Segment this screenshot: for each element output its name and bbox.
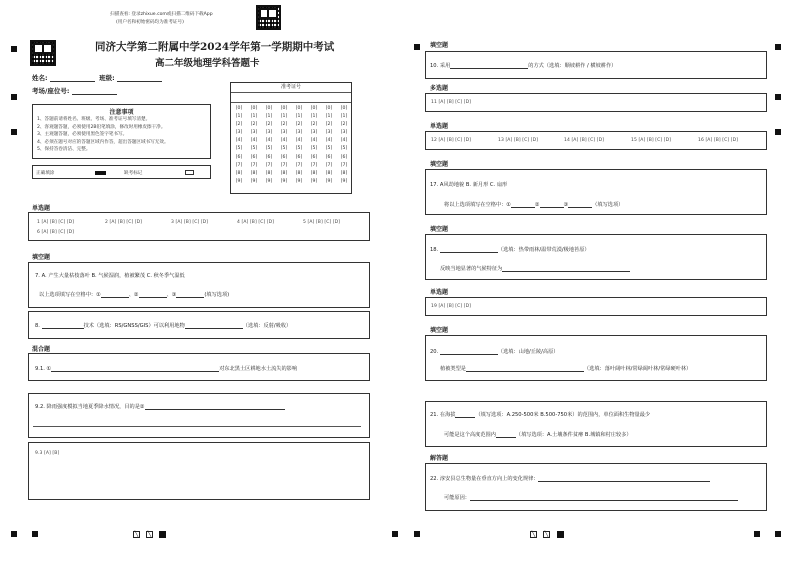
exam-id-digit-bubble[interactable]: [4]	[250, 138, 258, 144]
q9-2-answer-line[interactable]	[33, 426, 361, 427]
q10-prefix: 10. 采用	[430, 63, 451, 69]
exam-id-digit-bubble[interactable]: [8]	[280, 170, 288, 176]
exam-id-digit-bubble[interactable]: [5]	[265, 146, 273, 152]
exam-id-digit-bubble[interactable]: [2]	[235, 122, 243, 128]
q20-row-2	[440, 365, 691, 372]
q18-suffix: （选填：热带雨林/温带荒漠/极地苔原）	[497, 247, 590, 253]
q17-blank-1[interactable]	[511, 202, 535, 208]
answer-box-q21	[425, 401, 767, 447]
section-label-fill-blank: 填空题	[430, 327, 449, 334]
exam-id-digit-column[interactable]	[279, 105, 289, 186]
exam-id-digit-bubble[interactable]: [3]	[280, 130, 288, 136]
registration-mark	[32, 531, 38, 537]
name-label: 姓名:	[32, 74, 48, 82]
exam-id-digit-bubble[interactable]: [1]	[310, 114, 318, 120]
q7-sep: 、②	[128, 292, 139, 298]
exam-id-digit-bubble[interactable]: [4]	[325, 138, 333, 144]
exam-id-digit-bubble[interactable]: [4]	[310, 138, 318, 144]
exam-id-digit-bubble[interactable]: [8]	[265, 170, 273, 176]
exam-id-digit-bubble[interactable]: [3]	[265, 130, 273, 136]
registration-mark	[11, 531, 17, 537]
exam-id-write-row[interactable]	[231, 93, 351, 103]
exam-id-digit-bubble[interactable]: [6]	[325, 154, 333, 160]
q9-3-choice-row[interactable]: 9.3 [A] [B]	[35, 451, 60, 456]
registration-mark	[775, 44, 781, 50]
page-marker-box: ╲	[134, 531, 139, 538]
q7-prefix: 以上选项填写在空格中：①	[39, 292, 101, 298]
q22-row	[430, 475, 710, 482]
exam-id-digit-bubble[interactable]: [1]	[325, 114, 333, 120]
q17-options: 17. A风劫地貌 B. 新月形 C. 扇形	[430, 182, 508, 188]
exam-id-digit-bubble[interactable]: [8]	[325, 170, 333, 176]
exam-id-box	[230, 82, 352, 194]
q21-prefix-2: 可能是这个高度范围内	[444, 432, 496, 438]
q22-blank-1[interactable]	[538, 476, 710, 482]
exam-id-digit-bubble[interactable]: [7]	[250, 162, 258, 168]
exam-id-digit-bubble[interactable]: [3]	[325, 130, 333, 136]
q7-options: 7. A. 产生大量枯枝落叶 B. 气候湿润，植被繁茂 C. 秋冬季气温低	[35, 273, 185, 279]
exam-id-digit-bubble[interactable]: [3]	[250, 130, 258, 136]
q18-row-2	[440, 265, 630, 272]
exam-id-digit-bubble[interactable]: [5]	[235, 146, 243, 152]
exam-id-digit-bubble[interactable]: [5]	[340, 146, 348, 152]
exam-id-digit-bubble[interactable]: [7]	[325, 162, 333, 168]
class-field[interactable]	[117, 74, 162, 82]
answer-box-q10	[425, 51, 767, 79]
exam-id-digit-bubble[interactable]: [3]	[295, 130, 303, 136]
section-label-fill-blank: 填空题	[430, 226, 449, 233]
q17-sep: ②	[534, 202, 540, 208]
exam-id-digit-bubble[interactable]: [9]	[280, 178, 288, 184]
exam-id-digit-bubble[interactable]: [2]	[280, 122, 288, 128]
name-field[interactable]	[50, 74, 95, 82]
single-choice-box-3	[425, 297, 767, 316]
section-label-single-choice: 单选题	[430, 289, 449, 296]
exam-id-digit-bubble[interactable]: [5]	[310, 146, 318, 152]
exam-id-digit-bubble[interactable]: [2]	[340, 122, 348, 128]
q20-blank-1[interactable]	[440, 349, 498, 355]
registration-mark	[414, 531, 420, 537]
registration-mark	[11, 129, 17, 135]
correct-fill-mark	[95, 171, 106, 175]
q7-suffix: (填写选项)	[204, 292, 230, 298]
q8-blank-2[interactable]	[185, 323, 243, 329]
q17-sep: ③	[563, 202, 569, 208]
exam-id-title: 准考证号	[231, 83, 351, 93]
q18-blank-2[interactable]	[502, 266, 630, 272]
exam-id-digit-bubble[interactable]: [6]	[295, 154, 303, 160]
page-title: 同济大学第二附属中学2024学年第一学期期中考试	[95, 41, 335, 53]
q20-suffix-2: （选填：落叶阔叶林/常绿阔叶林/常绿硬叶林）	[583, 366, 692, 372]
exam-id-digit-bubble[interactable]: [1]	[280, 114, 288, 120]
exam-id-digit-bubble[interactable]: [8]	[340, 170, 348, 176]
exam-id-digit-bubble[interactable]: [7]	[280, 162, 288, 168]
exam-id-digit-bubble[interactable]: [7]	[295, 162, 303, 168]
q9-1-prefix: 9.1. ①	[35, 366, 52, 372]
exam-id-digit-column[interactable]	[264, 105, 274, 186]
exam-id-digit-bubble[interactable]: [0]	[265, 106, 273, 111]
q22-text-2: 可能原因：	[444, 495, 470, 501]
exam-id-digit-bubble[interactable]: [2]	[310, 122, 318, 128]
exam-id-digit-bubble[interactable]: [5]	[280, 146, 288, 152]
exam-id-digit-bubble[interactable]: [0]	[310, 106, 318, 111]
exam-id-digit-bubble[interactable]: [4]	[235, 138, 243, 144]
choice-row[interactable]: 6 [A] [B] [C] [D]	[37, 230, 75, 235]
choice-row[interactable]: 16 [A] [B] [C] [D]	[698, 138, 739, 143]
choice-row[interactable]: 5 [A] [B] [C] [D]	[303, 220, 341, 225]
q17-blank-3[interactable]	[568, 202, 592, 208]
answer-box-q20	[425, 335, 767, 381]
exam-id-digit-column[interactable]	[324, 105, 334, 186]
exam-id-digit-bubble[interactable]: [1]	[235, 114, 243, 120]
choice-row[interactable]: 3 [A] [B] [C] [D]	[171, 220, 209, 225]
exam-id-digit-bubble[interactable]: [9]	[325, 178, 333, 184]
scan-note: (用户名和初始密码均为准考证号)	[116, 20, 184, 25]
exam-id-digit-bubble[interactable]: [9]	[250, 178, 258, 184]
exam-id-digit-bubble[interactable]: [0]	[280, 106, 288, 111]
q22-blank-2[interactable]	[470, 495, 738, 501]
student-qr-code	[30, 40, 56, 66]
q20-blank-2[interactable]	[466, 366, 584, 372]
registration-mark	[775, 129, 781, 135]
q18-number: 18.	[430, 247, 439, 253]
exam-id-digit-bubble[interactable]: [9]	[310, 178, 318, 184]
page-marker-box: ╲	[147, 531, 152, 538]
q20-suffix: （选填：山地/丘陵/高原）	[497, 349, 559, 355]
q8-text: 技术（选填：RS/GNSS/GIS）可以利用地物	[83, 323, 185, 329]
exam-id-digit-column[interactable]	[294, 105, 304, 186]
exam-id-digit-bubble[interactable]: [8]	[250, 170, 258, 176]
choice-row[interactable]: 13 [A] [B] [C] [D]	[498, 138, 539, 143]
q10-row	[430, 62, 616, 69]
registration-mark	[392, 531, 398, 537]
exam-id-digit-bubble[interactable]: [7]	[310, 162, 318, 168]
q8-suffix: （选填：反射/吸收）	[242, 323, 292, 329]
q20-number: 20.	[430, 349, 439, 355]
answer-box-q7	[28, 262, 370, 308]
registration-mark	[414, 44, 420, 50]
exam-id-digit-column[interactable]	[309, 105, 319, 186]
q20-row	[430, 348, 558, 355]
q21-row-2	[444, 431, 632, 438]
exam-id-digit-bubble[interactable]: [6]	[340, 154, 348, 160]
registration-mark	[775, 531, 781, 537]
exam-id-digit-bubble[interactable]: [6]	[250, 154, 258, 160]
answer-box-q9-1	[28, 353, 370, 381]
q17-blanks-row	[444, 201, 623, 208]
exam-id-digit-bubble[interactable]: [5]	[295, 146, 303, 152]
notice-line: 1、答题前请将姓名、班级、考场、准考证号填写清楚。	[37, 117, 151, 122]
choice-row[interactable]: 19 [A] [B] [C] [D]	[431, 304, 472, 309]
choice-row[interactable]: 15 [A] [B] [C] [D]	[631, 138, 672, 143]
q21-blank-1[interactable]	[455, 412, 475, 418]
exam-id-digit-bubble[interactable]: [0]	[295, 106, 303, 111]
exam-id-digit-bubble[interactable]: [4]	[340, 138, 348, 144]
q10-suffix: 的方式（选填：顺坡耕作 / 横坡耕作）	[528, 63, 617, 69]
class-label: 班级:	[99, 74, 115, 82]
section-label-single-choice: 单选题	[430, 123, 449, 130]
q17-prefix: 将以上选项填写在空格中：①	[444, 202, 511, 208]
q17-blank-2[interactable]	[540, 202, 564, 208]
download-qr-code	[256, 5, 281, 30]
exam-id-digit-bubble[interactable]: [6]	[310, 154, 318, 160]
q18-blank-1[interactable]	[440, 247, 498, 253]
q21-prefix: 21. 在海拔	[430, 412, 456, 418]
notice-box	[32, 104, 211, 159]
fill-example-box	[32, 165, 211, 179]
notice-line: 5、保持答卷清洁、完整。	[37, 147, 91, 152]
q8-blank-1[interactable]	[42, 323, 84, 329]
exam-id-digit-bubble[interactable]: [0]	[340, 106, 348, 111]
q18-text: 反映当地显著的气候特征为	[440, 266, 503, 272]
choice-row[interactable]: 14 [A] [B] [C] [D]	[564, 138, 605, 143]
exam-id-digit-bubble[interactable]: [2]	[325, 122, 333, 128]
notice-line: 3、主观题答题，必须使用黑色签字笔书写。	[37, 132, 128, 137]
section-label-multi-choice: 多选题	[430, 85, 449, 92]
exam-id-digit-bubble[interactable]: [9]	[340, 178, 348, 184]
choice-row[interactable]: 12 [A] [B] [C] [D]	[431, 138, 472, 143]
exam-id-digit-bubble[interactable]: [9]	[235, 178, 243, 184]
q9-2-text: 9.2. 降雨强度模拟当地夏季降水情况，目的是②	[35, 404, 145, 410]
answer-box-q17	[425, 169, 767, 215]
page-marker-solid	[557, 531, 564, 538]
q17-suffix: （填写选项）	[592, 202, 624, 208]
exam-id-digit-bubble[interactable]: [9]	[265, 178, 273, 184]
exam-id-digit-bubble[interactable]: [7]	[235, 162, 243, 168]
exam-id-digit-bubble[interactable]: [8]	[235, 170, 243, 176]
q7-blank-3[interactable]	[176, 292, 204, 298]
exam-id-digit-bubble[interactable]: [3]	[340, 130, 348, 136]
exam-id-digit-bubble[interactable]: [1]	[265, 114, 273, 120]
answer-box-q9-2	[28, 393, 370, 438]
page-subtitle: 高二年级地理学科答题卡	[155, 58, 260, 69]
q20-text: 植被类型是	[440, 366, 466, 372]
exam-id-digit-bubble[interactable]: [7]	[340, 162, 348, 168]
exam-id-digit-bubble[interactable]: [4]	[280, 138, 288, 144]
choice-row[interactable]: 4 [A] [B] [C] [D]	[237, 220, 275, 225]
exam-id-digit-bubble[interactable]: [2]	[295, 122, 303, 128]
exam-id-digit-bubble[interactable]: [0]	[325, 106, 333, 111]
section-label-fill-blank: 填空题	[32, 254, 51, 261]
q22-text: 22. 淳安县总生物量在垂直方向上的变化规律：	[430, 476, 539, 482]
exam-id-digit-bubble[interactable]: [6]	[265, 154, 273, 160]
registration-mark	[11, 46, 17, 52]
answer-box-q9-3	[28, 442, 370, 500]
page-marker-box: ╲	[531, 531, 536, 538]
correct-fill-label: 正确填涂	[36, 171, 55, 176]
q9-1-suffix: 对东北黑土区耕地水土流失的影响	[219, 366, 298, 372]
page-marker-solid	[159, 531, 166, 538]
exam-id-digit-bubble[interactable]: [4]	[265, 138, 273, 144]
q10-blank[interactable]	[450, 63, 528, 69]
exam-id-digit-bubble[interactable]: [9]	[295, 178, 303, 184]
exam-id-digit-bubble[interactable]: [6]	[235, 154, 243, 160]
q9-2-row	[35, 403, 285, 410]
exam-id-digit-bubble[interactable]: [0]	[235, 106, 243, 111]
exam-id-digit-column[interactable]	[234, 105, 244, 186]
registration-mark	[775, 94, 781, 100]
section-label-fill-blank: 填空题	[430, 161, 449, 168]
q7-blank-2[interactable]	[139, 292, 167, 298]
q8-row	[35, 322, 291, 329]
room-seat-label: 考场/座位号:	[32, 87, 70, 95]
exam-id-digit-bubble[interactable]: [5]	[325, 146, 333, 152]
exam-id-digit-bubble[interactable]: [2]	[250, 122, 258, 128]
exam-id-digit-bubble[interactable]: [4]	[295, 138, 303, 144]
answer-box-q8	[28, 311, 370, 339]
registration-mark	[754, 531, 760, 537]
q22-row-2	[444, 494, 738, 501]
exam-id-digit-bubble[interactable]: [3]	[235, 130, 243, 136]
section-label-mixed: 混合题	[32, 346, 51, 353]
notice-title: 注意事项	[109, 109, 134, 116]
notice-line: 2、客观题答题，必须使用2B铅笔填涂，修改时用橡皮擦干净。	[37, 124, 166, 130]
exam-id-digit-bubble[interactable]: [1]	[295, 114, 303, 120]
choice-row[interactable]: 1 [A] [B] [C] [D]	[37, 220, 75, 225]
room-seat-field[interactable]	[72, 87, 117, 95]
q9-1-row	[35, 365, 297, 372]
exam-id-digit-column[interactable]	[339, 105, 349, 186]
answer-box-q18	[425, 234, 767, 280]
scan-instructions: 扫描查看: 登录zhixue.com或扫描二维码下载App	[110, 12, 213, 17]
exam-id-digit-bubble[interactable]: [1]	[250, 114, 258, 120]
q9-1-blank[interactable]	[51, 366, 219, 372]
answer-box-q22	[425, 463, 767, 511]
exam-id-digit-bubble[interactable]: [1]	[340, 114, 348, 120]
section-label-single-choice: 单选题	[32, 205, 51, 212]
absent-mark-label: 缺考标记	[124, 171, 143, 176]
registration-mark	[11, 94, 17, 100]
exam-id-digit-grid[interactable]	[231, 103, 351, 193]
q18-row	[430, 246, 590, 253]
single-choice-box-1	[28, 212, 370, 241]
section-label-answer: 解答题	[430, 455, 449, 462]
exam-id-digit-bubble[interactable]: [8]	[295, 170, 303, 176]
q7-sep: 、③	[166, 292, 177, 298]
exam-id-digit-bubble[interactable]: [5]	[250, 146, 258, 152]
exam-id-digit-bubble[interactable]: [3]	[310, 130, 318, 136]
q21-row	[430, 411, 650, 418]
q7-blank-1[interactable]	[101, 292, 129, 298]
exam-id-digit-bubble[interactable]: [8]	[310, 170, 318, 176]
exam-id-digit-bubble[interactable]: [7]	[265, 162, 273, 168]
student-seat-row	[32, 86, 117, 95]
single-choice-box-2	[425, 131, 767, 150]
q8-number: 8.	[35, 323, 40, 329]
q7-blanks-row	[39, 291, 229, 298]
q21-suffix: （填写选项：A.250-500米 B.500-750米）的范围内，单位面积生物量最少	[475, 412, 651, 418]
exam-id-digit-bubble[interactable]: [0]	[250, 106, 258, 111]
exam-id-digit-bubble[interactable]: [6]	[280, 154, 288, 160]
student-name-row	[32, 73, 162, 82]
choice-row[interactable]: 2 [A] [B] [C] [D]	[105, 220, 143, 225]
exam-id-digit-column[interactable]	[249, 105, 259, 186]
q21-suffix-2: （填写选项：A.土壤条件贫瘠 B.城镇和村庄较多）	[515, 432, 632, 438]
section-label-fill-blank: 填空题	[430, 42, 449, 49]
choice-row[interactable]: 11 [A] [B] [C] [D]	[431, 100, 472, 105]
notice-line: 4、必须在题号对应的答题区域内作答，超出答题区域书写无效。	[37, 139, 169, 145]
q9-2-blank[interactable]	[145, 404, 285, 410]
multi-choice-box	[425, 93, 767, 112]
exam-id-digit-bubble[interactable]: [2]	[265, 122, 273, 128]
q21-blank-2[interactable]	[496, 432, 516, 438]
absent-mark-box[interactable]	[185, 170, 194, 175]
page-marker-box: ╲	[544, 531, 549, 538]
